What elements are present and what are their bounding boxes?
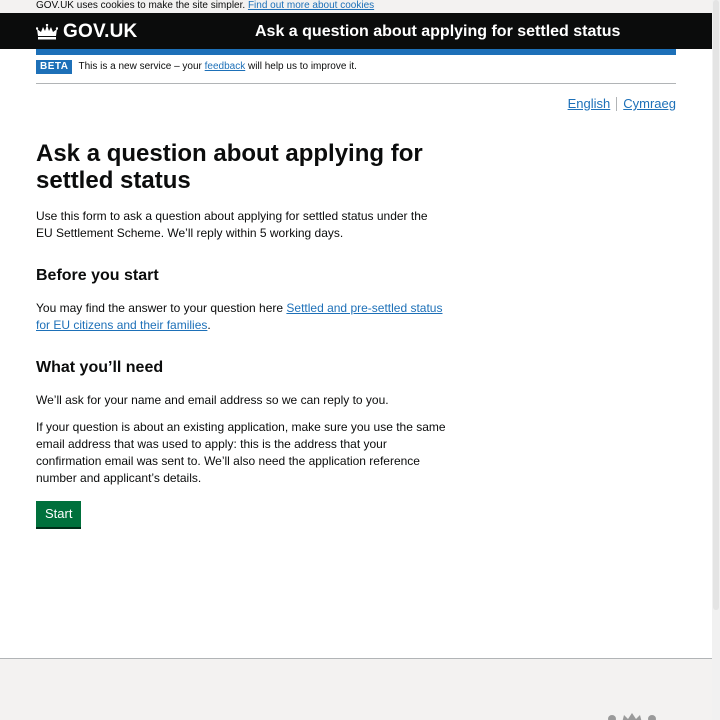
cookie-banner-text: GOV.UK uses cookies to make the site simpler.	[36, 0, 246, 11]
page-title: Ask a question about applying for settled status	[36, 140, 423, 194]
page-scrollbar[interactable]	[712, 0, 720, 720]
what-you-need-paragraph-1: We’ll ask for your name and email address so we can reply to you.	[36, 393, 389, 407]
before-text: You may find the answer to your question here	[36, 301, 284, 315]
site-footer	[0, 658, 712, 720]
feedback-link[interactable]: feedback	[204, 61, 246, 72]
settled-status-guidance-link[interactable]: Settled and pre-settled status for EU citizens and their families	[36, 301, 443, 332]
what-you-need-heading: What you’ll need	[36, 359, 164, 376]
scrollbar-thumb[interactable]	[713, 0, 719, 610]
language-welsh-link[interactable]: Cymraeg	[623, 96, 676, 111]
site-header	[0, 13, 720, 49]
cookie-info-link[interactable]: Find out more about cookies	[247, 0, 375, 11]
crown-icon	[36, 24, 58, 40]
language-switcher	[568, 96, 676, 112]
start-button[interactable]: Start	[36, 501, 81, 527]
language-english-link[interactable]: English	[567, 96, 611, 111]
header-underline	[36, 49, 676, 55]
service-name-link[interactable]: Ask a question about applying for settled status	[255, 23, 621, 40]
phase-banner-text	[78, 60, 356, 74]
royal-crest-icon	[600, 709, 664, 720]
cookie-banner	[0, 0, 720, 13]
what-you-need-paragraph-2: If your question is about an existing application, make sure you use the same email address that was used to apply: this is the address that your confirmation email was sent to. We’ll also need the application reference number and applicant’s details.	[36, 420, 446, 485]
phase-text-after: will help us to improve it.	[248, 61, 357, 72]
govuk-logo-link[interactable]	[36, 21, 137, 43]
main-content	[36, 140, 446, 527]
language-divider	[616, 97, 617, 111]
beta-tag: BETA	[36, 60, 72, 74]
intro-paragraph: Use this form to ask a question about applying for settled status under the EU Settlement Scheme. We’ll reply within 5 working days.	[36, 209, 428, 240]
before-end: .	[207, 318, 211, 332]
before-you-start-paragraph	[36, 300, 446, 334]
logo-text: GOV.UK	[63, 21, 138, 42]
before-you-start-heading: Before you start	[36, 267, 159, 284]
phase-text-before: This is a new service – your	[78, 61, 202, 72]
phase-banner	[36, 60, 676, 84]
